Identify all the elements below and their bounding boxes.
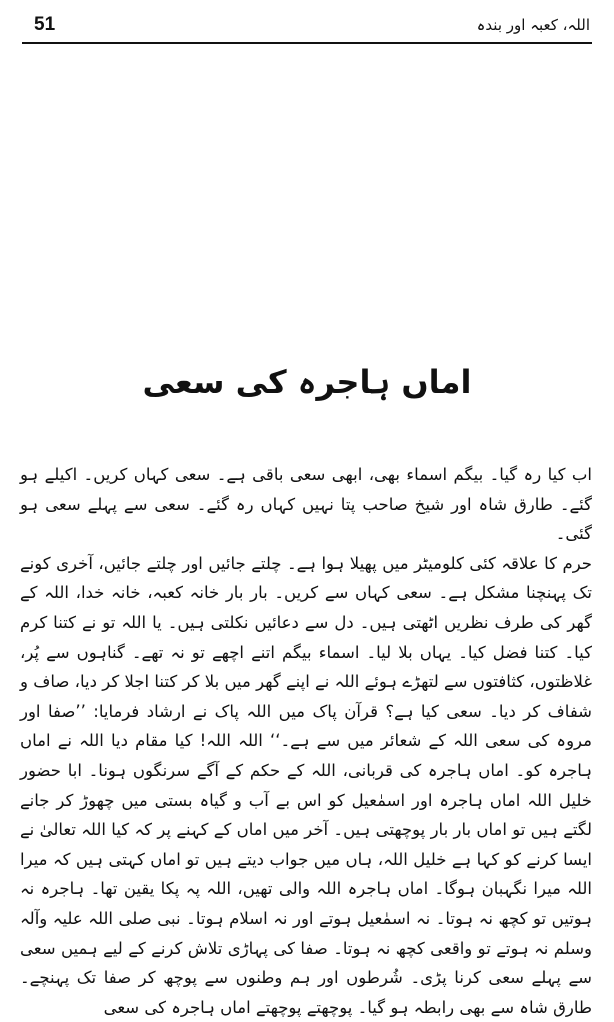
paragraph-1: اب کیا رہ گیا۔ بیگم اسماء بھی، ابھی سعی باقی ہے۔ سعی کہاں کریں۔ اکیلے ہو گئے۔ طارق شاہ اور شیخ صاحب پتا نہیں کہاں رہ گئے۔ سعی سے پہلے سعی ہو گئی۔ xyxy=(20,465,592,544)
header-divider xyxy=(22,42,592,44)
page-header xyxy=(22,12,592,46)
paragraph-2: حرم کا علاقہ کئی کلومیٹر میں پھیلا ہوا ہے۔ چلتے جائیں اور چلتے جائیں، آخری کونے تک پہنچنا مشکل ہے۔ سعی کہاں سے کریں۔ بار بار خانہ کعبہ، خانہ خدا، اللہ کے گھر کی طرف نظریں اٹھتی ہیں۔ دل سے دعائیں نکلتی ہیں۔ یا اللہ تو نے کتنا کرم کیا۔ کتنا فضل کیا۔ یہاں بلا لیا۔ اسماء بیگم اتنے اچھے تو نہ تھے۔ گناہوں سے پُر، غلاظتوں، کثافتوں سے لتھڑے ہوئے اللہ نے اپنے گھر میں بلا کر کتنا اجلا کر دیا، صاف و شفاف کر دیا۔ سعی کیا ہے؟ قرآن پاک میں اللہ پاک نے ارشاد فرمایا: ’’صفا اور مروہ کی سعی اللہ کے شعائر میں سے ہے۔‘‘ اللہ اللہ! کیا مقام دیا اللہ نے اماں ہاجرہ کو۔ اماں ہاجرہ کی قربانی، اللہ کے حکم کے آگے سرنگوں ہونا۔ ابا حضور خلیل اللہ اماں ہاجرہ اور اسمٰعیل کو اس بے آب و گیاہ بستی میں چھوڑ کر جانے لگتے ہیں تو اماں بار بار پوچھتی ہیں۔ آخر میں اماں کے کہنے پر کہ کیا اللہ تعالیٰ نے ایسا کرنے کو کہا ہے خلیل اللہ، ہاں میں جواب دیتے ہیں تو اماں کہتی ہیں کہ میرا اللہ میرا نگہبان ہوگا۔ اماں ہاجرہ اللہ والی تھیں، اللہ پہ پکا یقین تھا۔ ہاجرہ نہ ہوتیں تو کچھ نہ ہوتا۔ نہ اسمٰعیل ہوتے اور نہ اسلام ہوتا۔ نبی صلی اللہ علیہ وآلہ وسلم نہ ہوتے تو واقعی کچھ نہ ہوتا۔ صفا کی پہاڑی تلاش کرنے کے لیے ہمیں سعی سے پہلے سعی کرنا پڑی۔ شُرطوں اور ہم وطنوں سے پوچھ کر صفا تک پہنچے۔ طارق شاہ سے بھی رابطہ ہو گیا۔ پوچھتے پوچھتے اماں ہاجرہ کی سعی xyxy=(20,553,592,1017)
page-number: 51 xyxy=(34,14,56,35)
running-title: اللہ، کعبہ اور بندہ xyxy=(476,16,590,34)
chapter-title: اماں ہاجرہ کی سعی xyxy=(142,363,472,401)
body-text xyxy=(20,460,592,1022)
